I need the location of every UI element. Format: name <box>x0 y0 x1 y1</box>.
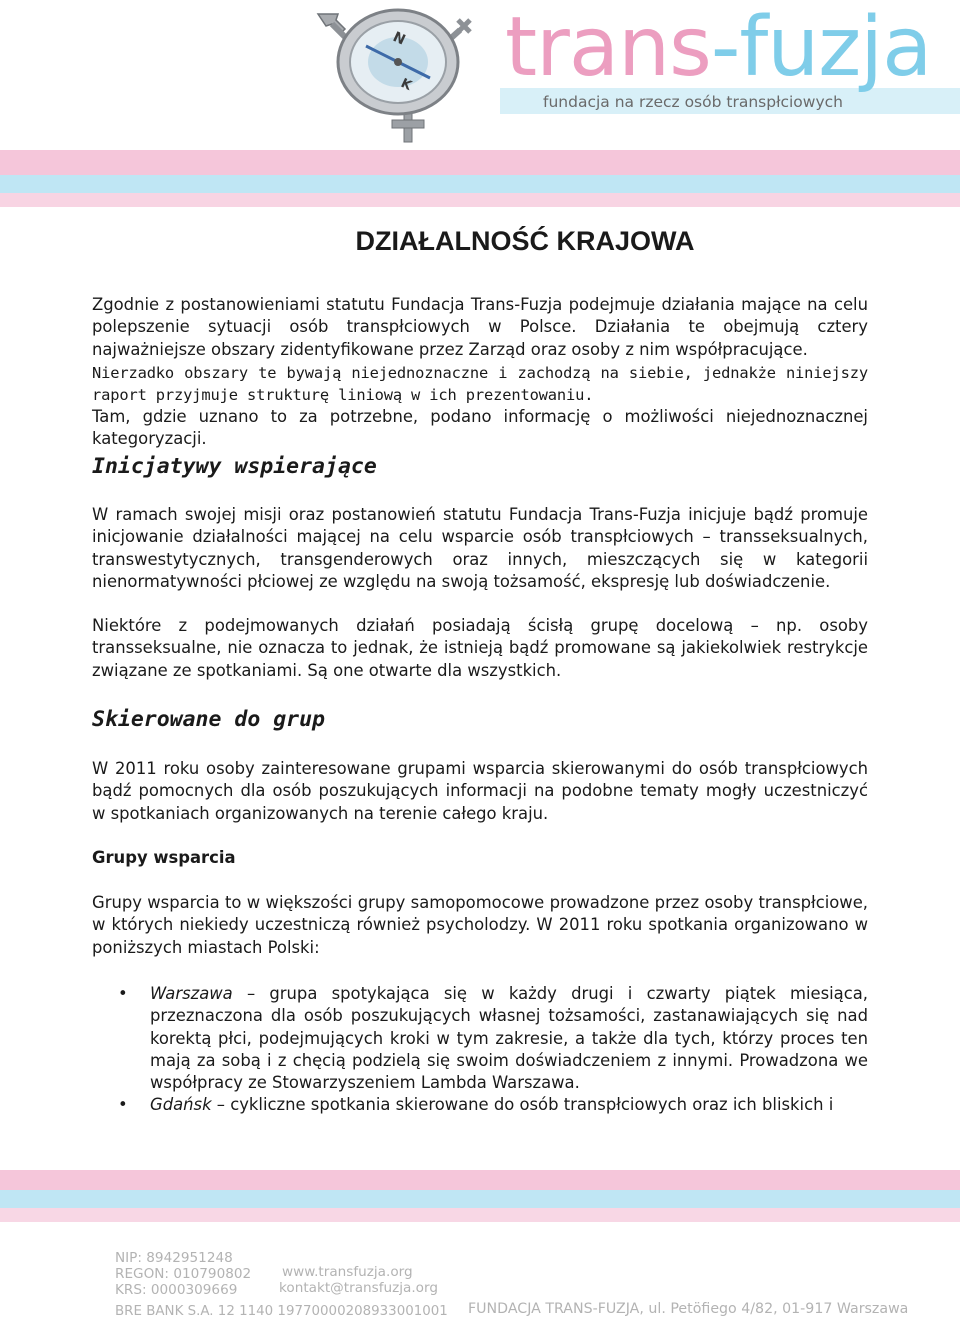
bullet: • <box>118 984 128 1003</box>
section1-paragraph-1: W ramach swojej misji oraz postanowień statutu Fundacja Trans-Fuzja inicjuje bądź promuje inicjowanie działalności mającej na celu wsparcie osób transpłciowych – transseksualnych, transwestytycznych, transgenderowych oraz innych, mieszczących się w kategorii nienormatywności płciowej ze względu na swoją tożsamość, ekspresję lub doświadczenie. <box>92 505 868 591</box>
list-item-text: – grupa spotykająca się w każdy drugi i czwarty piątek miesiąca, przeznaczona dla osób poszukujących własnej tożsamości, zastanawiających się nad korektą płci, podejmujących kroki w tym zakresie, a także dla tych, którzy proces ten mają za sobą i z chęcią podzielą się swoim doświadczeniem z innymi. Prowadzona we współpracy ze Stowarzyszeniem Lambda Warszawa. <box>150 984 868 1093</box>
compass-emblem <box>318 10 470 142</box>
page-footer <box>0 1160 960 1317</box>
intro-paragraph-1: Zgodnie z postanowieniami statutu Fundacja Trans-Fuzja podejmuje działania mające na celu polepszenie sytuacji osób transpłciowych w Polsce. Działania te obejmują cztery najważniejsze obszary zidentyfikowane przez Zarząd oraz osoby z nim współpracujące. <box>92 295 868 359</box>
intro-paragraph-2: Nierzadko obszary te bywają niejednoznaczne i zachodzą na siebie, jednakże niniejszy raport przyjmuje strukturę liniową w ich prezentowaniu. <box>92 364 868 405</box>
compass-letter-k: K <box>398 76 414 94</box>
footer-nip: NIP: 8942951248 <box>115 1250 233 1266</box>
intro-paragraph-3: Tam, gdzie uznano to za potrzebne, podano informację o możliwości niejednoznacznej kategoryzacji. <box>92 407 868 449</box>
city-list <box>118 983 868 1117</box>
page-title: DZIAŁALNOŚĆ KRAJOWA <box>355 226 695 256</box>
footer-address: FUNDACJA TRANS-FUZJA, ul. Petöfiego 4/82, 01-917 Warszawa <box>468 1301 909 1317</box>
footer-bank-account: BRE BANK S.A. 12 1140 1977000020893300100​1 <box>115 1304 448 1319</box>
page-header <box>0 0 960 215</box>
subheading-grupy-wsparcia: Grupy wsparcia <box>92 848 236 867</box>
logo-word-trans: trans <box>505 0 711 95</box>
footer-krs: KRS: 0000309669 <box>115 1282 238 1298</box>
city-name: Gdańsk <box>150 1095 212 1115</box>
footer-email-link[interactable]: kontakt@transfuzja.org <box>279 1280 438 1296</box>
section2-paragraph-2: Grupy wsparcia to w większości grupy samopomocowe prowadzone przez osoby transpłciowe, w których niekiedy uczestniczą również psycholodzy. W 2011 roku spotkania organizowano w poniższych miastach Polski: <box>92 893 868 957</box>
section1-paragraph-2: Niektóre z podejmowanych działań posiadają ścisłą grupę docelową – np. osoby transseksualne, nie oznacza to jednak, że istnieją bądź promowane są jakiekolwiek restrykcje związane ze spotkaniami. Są one otwarte dla wszystkich. <box>92 616 868 680</box>
list-item <box>118 983 868 1094</box>
footer-website-link[interactable]: www.transfuzja.org <box>282 1264 413 1280</box>
city-name: Warszawa <box>150 984 233 1003</box>
logo-subtitle: fundacja na rzecz osób transpłciowych <box>543 93 843 111</box>
logo-word-fuzja: -fuzja <box>710 0 932 95</box>
section2-paragraph-1: W 2011 roku osoby zainteresowane grupami wsparcia skierowanymi do osób transpłciowych bądź pomocnych dla osób poszukujących informacji na podobne tematy mogły uczestniczyć w spotkaniach organizowanych na terenie całego kraju. <box>92 759 868 823</box>
section-heading-inicjatywy: Inicjatywy wspierające <box>92 454 377 479</box>
list-item-text: – cykliczne spotkania skierowane do osób transpłciowych oraz ich bliskich i <box>211 1095 834 1115</box>
logo-wordmark <box>505 0 931 96</box>
section-heading-skierowane: Skierowane do grup <box>92 707 325 732</box>
list-item <box>118 1094 868 1116</box>
bullet: • <box>118 1095 128 1115</box>
compass-letter-n: N <box>390 29 408 49</box>
footer-regon: REGON: 010790802 <box>115 1266 252 1282</box>
